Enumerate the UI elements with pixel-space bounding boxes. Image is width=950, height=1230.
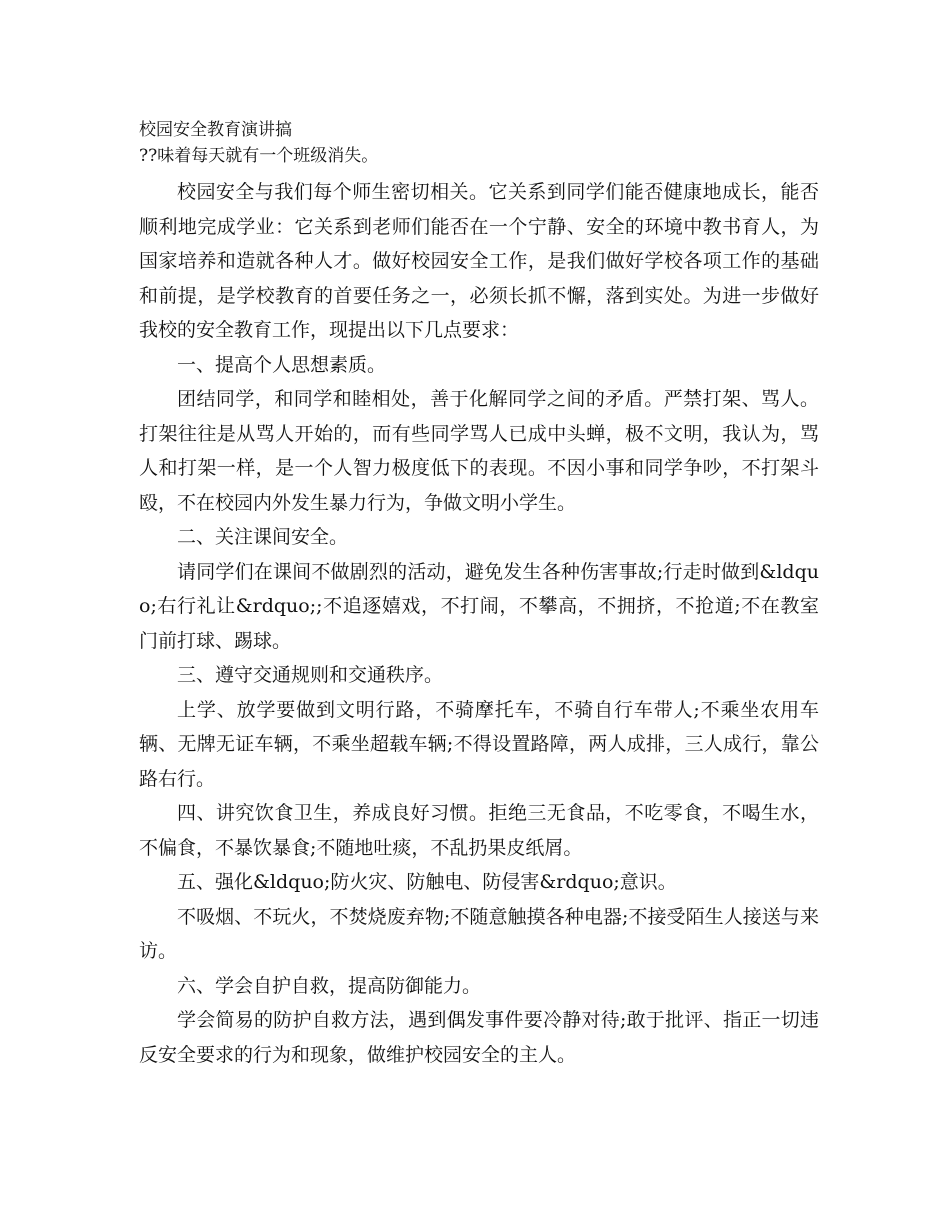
heading-3: 三、遵守交通规则和交通秩序。 bbox=[177, 664, 444, 686]
heading-5: 五、强化&ldquo;防火灾、防触电、防侵害&rdquo;意识。 bbox=[177, 871, 677, 893]
heading-4: 四、讲究饮食卫生，养成良好习惯。拒绝三无食品，不吃零食，不喝生水，不偏食，不暴饮暴食;不随地吐痰，不乱扔果皮纸屑。 bbox=[139, 802, 819, 859]
heading-2: 二、关注课间安全。 bbox=[177, 526, 349, 548]
paragraph-2: 团结同学，和同学和睦相处，善于化解同学之间的矛盾。严禁打架、骂人。打架往往是从骂人开始的，而有些同学骂人已成中头蝉，极不文明，我认为，骂人和打架一样，是一个人智力极度低下的表现。不因小事和同学争吵，不打架斗殴，不在校园内外发生暴力行为，争做文明小学生。 bbox=[139, 388, 819, 514]
paragraph-5: 不吸烟、不玩火，不焚烧废弃物;不随意触摸各种电器;不接受陌生人接送与来访。 bbox=[139, 905, 819, 962]
heading-1: 一、提高个人思想素质。 bbox=[177, 353, 387, 376]
paragraph-4: 上学、放学要做到文明行路，不骑摩托车，不骑自行车带人;不乘坐农用车辆、无牌无证车辆，不乘坐超载车辆;不得设置路障，两人成排，三人成行，靠公路右行。 bbox=[139, 698, 819, 790]
paragraph-6: 学会简易的防护自救方法，遇到偶发事件要冷静对待;敢于批评、指正一切违反安全要求的行为和现象，做维护校园安全的主人。 bbox=[139, 1009, 819, 1066]
paragraph-3: 请同学们在课间不做剧烈的活动，避免发生各种伤害事故;行走时做到&ldquo;右行礼让&rdquo;;不追逐嬉戏，不打闹，不攀高，不拥挤，不抢道;不在教室门前打球、踢球。 bbox=[139, 560, 819, 652]
intro-line: ??味着每天就有一个班级消失。 bbox=[139, 146, 379, 166]
document-title: 校园安全教育演讲搞 bbox=[139, 120, 292, 140]
document-page bbox=[139, 117, 819, 1072]
paragraph-1: 校园安全与我们每个师生密切相关。它关系到同学们能否健康地成长，能否顺利地完成学业：它关系到老师们能否在一个宁静、安全的环境中教书育人，为国家培养和造就各种人才。做好校园安全工作，是我们做好学校各项工作的基础和前提，是学校教育的首要任务之一，必须长抓不懈，落到实处。为进一步做好我校的安全教育工作，现提出以下几点要求： bbox=[139, 181, 819, 341]
heading-6: 六、学会自护自救，提高防御能力。 bbox=[177, 974, 482, 997]
